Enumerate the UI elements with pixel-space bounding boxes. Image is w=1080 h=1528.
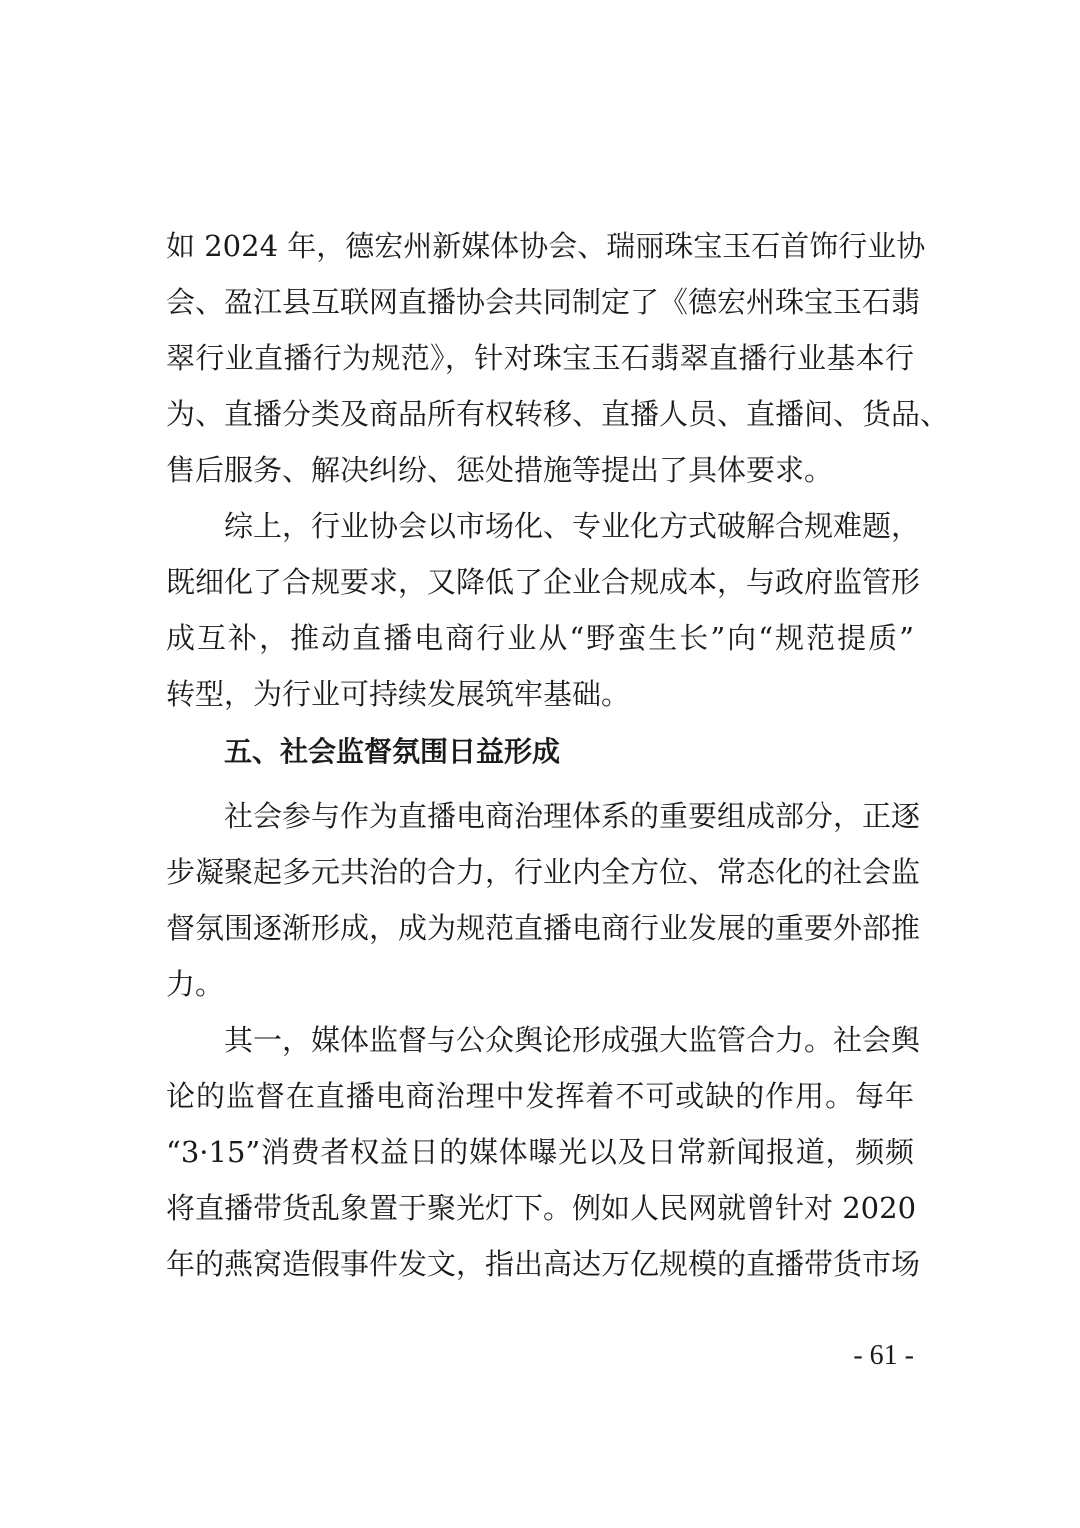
paragraph-line: 社会参与作为直播电商治理体系的重要组成部分，正逐 <box>224 799 921 833</box>
page-number: - 61 - <box>853 1340 914 1371</box>
paragraph-line: 售后服务、解决纠纷、惩处措施等提出了具体要求。 <box>166 453 834 487</box>
paragraph-line: 综上，行业协会以市场化、专业化方式破解合规难题， <box>224 509 921 543</box>
paragraph-line: 为、直播分类及商品所有权转移、直播人员、直播间、货品、 <box>166 397 950 431</box>
paragraph-line: 翠行业直播行为规范》，针对珠宝玉石翡翠直播行业基本行 <box>166 341 914 375</box>
paragraph-line: 论的监督在直播电商治理中发挥着不可或缺的作用。每年 <box>166 1079 914 1113</box>
paragraph-line: 督氛围逐渐形成，成为规范直播电商行业发展的重要外部推 <box>166 911 921 945</box>
paragraph-line: 年的燕窝造假事件发文，指出高达万亿规模的直播带货市场 <box>166 1247 921 1281</box>
section-heading: 五、社会监督氛围日益形成 <box>224 735 561 768</box>
paragraph-line: 既细化了合规要求，又降低了企业合规成本，与政府监管形 <box>166 565 921 599</box>
paragraph-line: 转型，为行业可持续发展筑牢基础。 <box>166 677 631 711</box>
paragraph-line: 将直播带货乱象置于聚光灯下。例如人民网就曾针对 2020 <box>166 1191 917 1225</box>
paragraph-line: 步凝聚起多元共治的合力，行业内全方位、常态化的社会监 <box>166 855 921 889</box>
paragraph-line: 会、盈江县互联网直播协会共同制定了《德宏州珠宝玉石翡 <box>166 285 921 319</box>
paragraph-line: “3·15”消费者权益日的媒体曝光以及日常新闻报道，频频 <box>166 1135 914 1169</box>
paragraph-line: 其一，媒体监督与公众舆论形成强大监管合力。社会舆 <box>224 1023 921 1057</box>
paragraph-line: 力。 <box>166 967 225 1001</box>
paragraph-line: 成互补，推动直播电商行业从“野蛮生长”向“规范提质” <box>166 621 914 655</box>
paragraph-line: 如 2024 年，德宏州新媒体协会、瑞丽珠宝玉石首饰行业协 <box>166 229 926 263</box>
